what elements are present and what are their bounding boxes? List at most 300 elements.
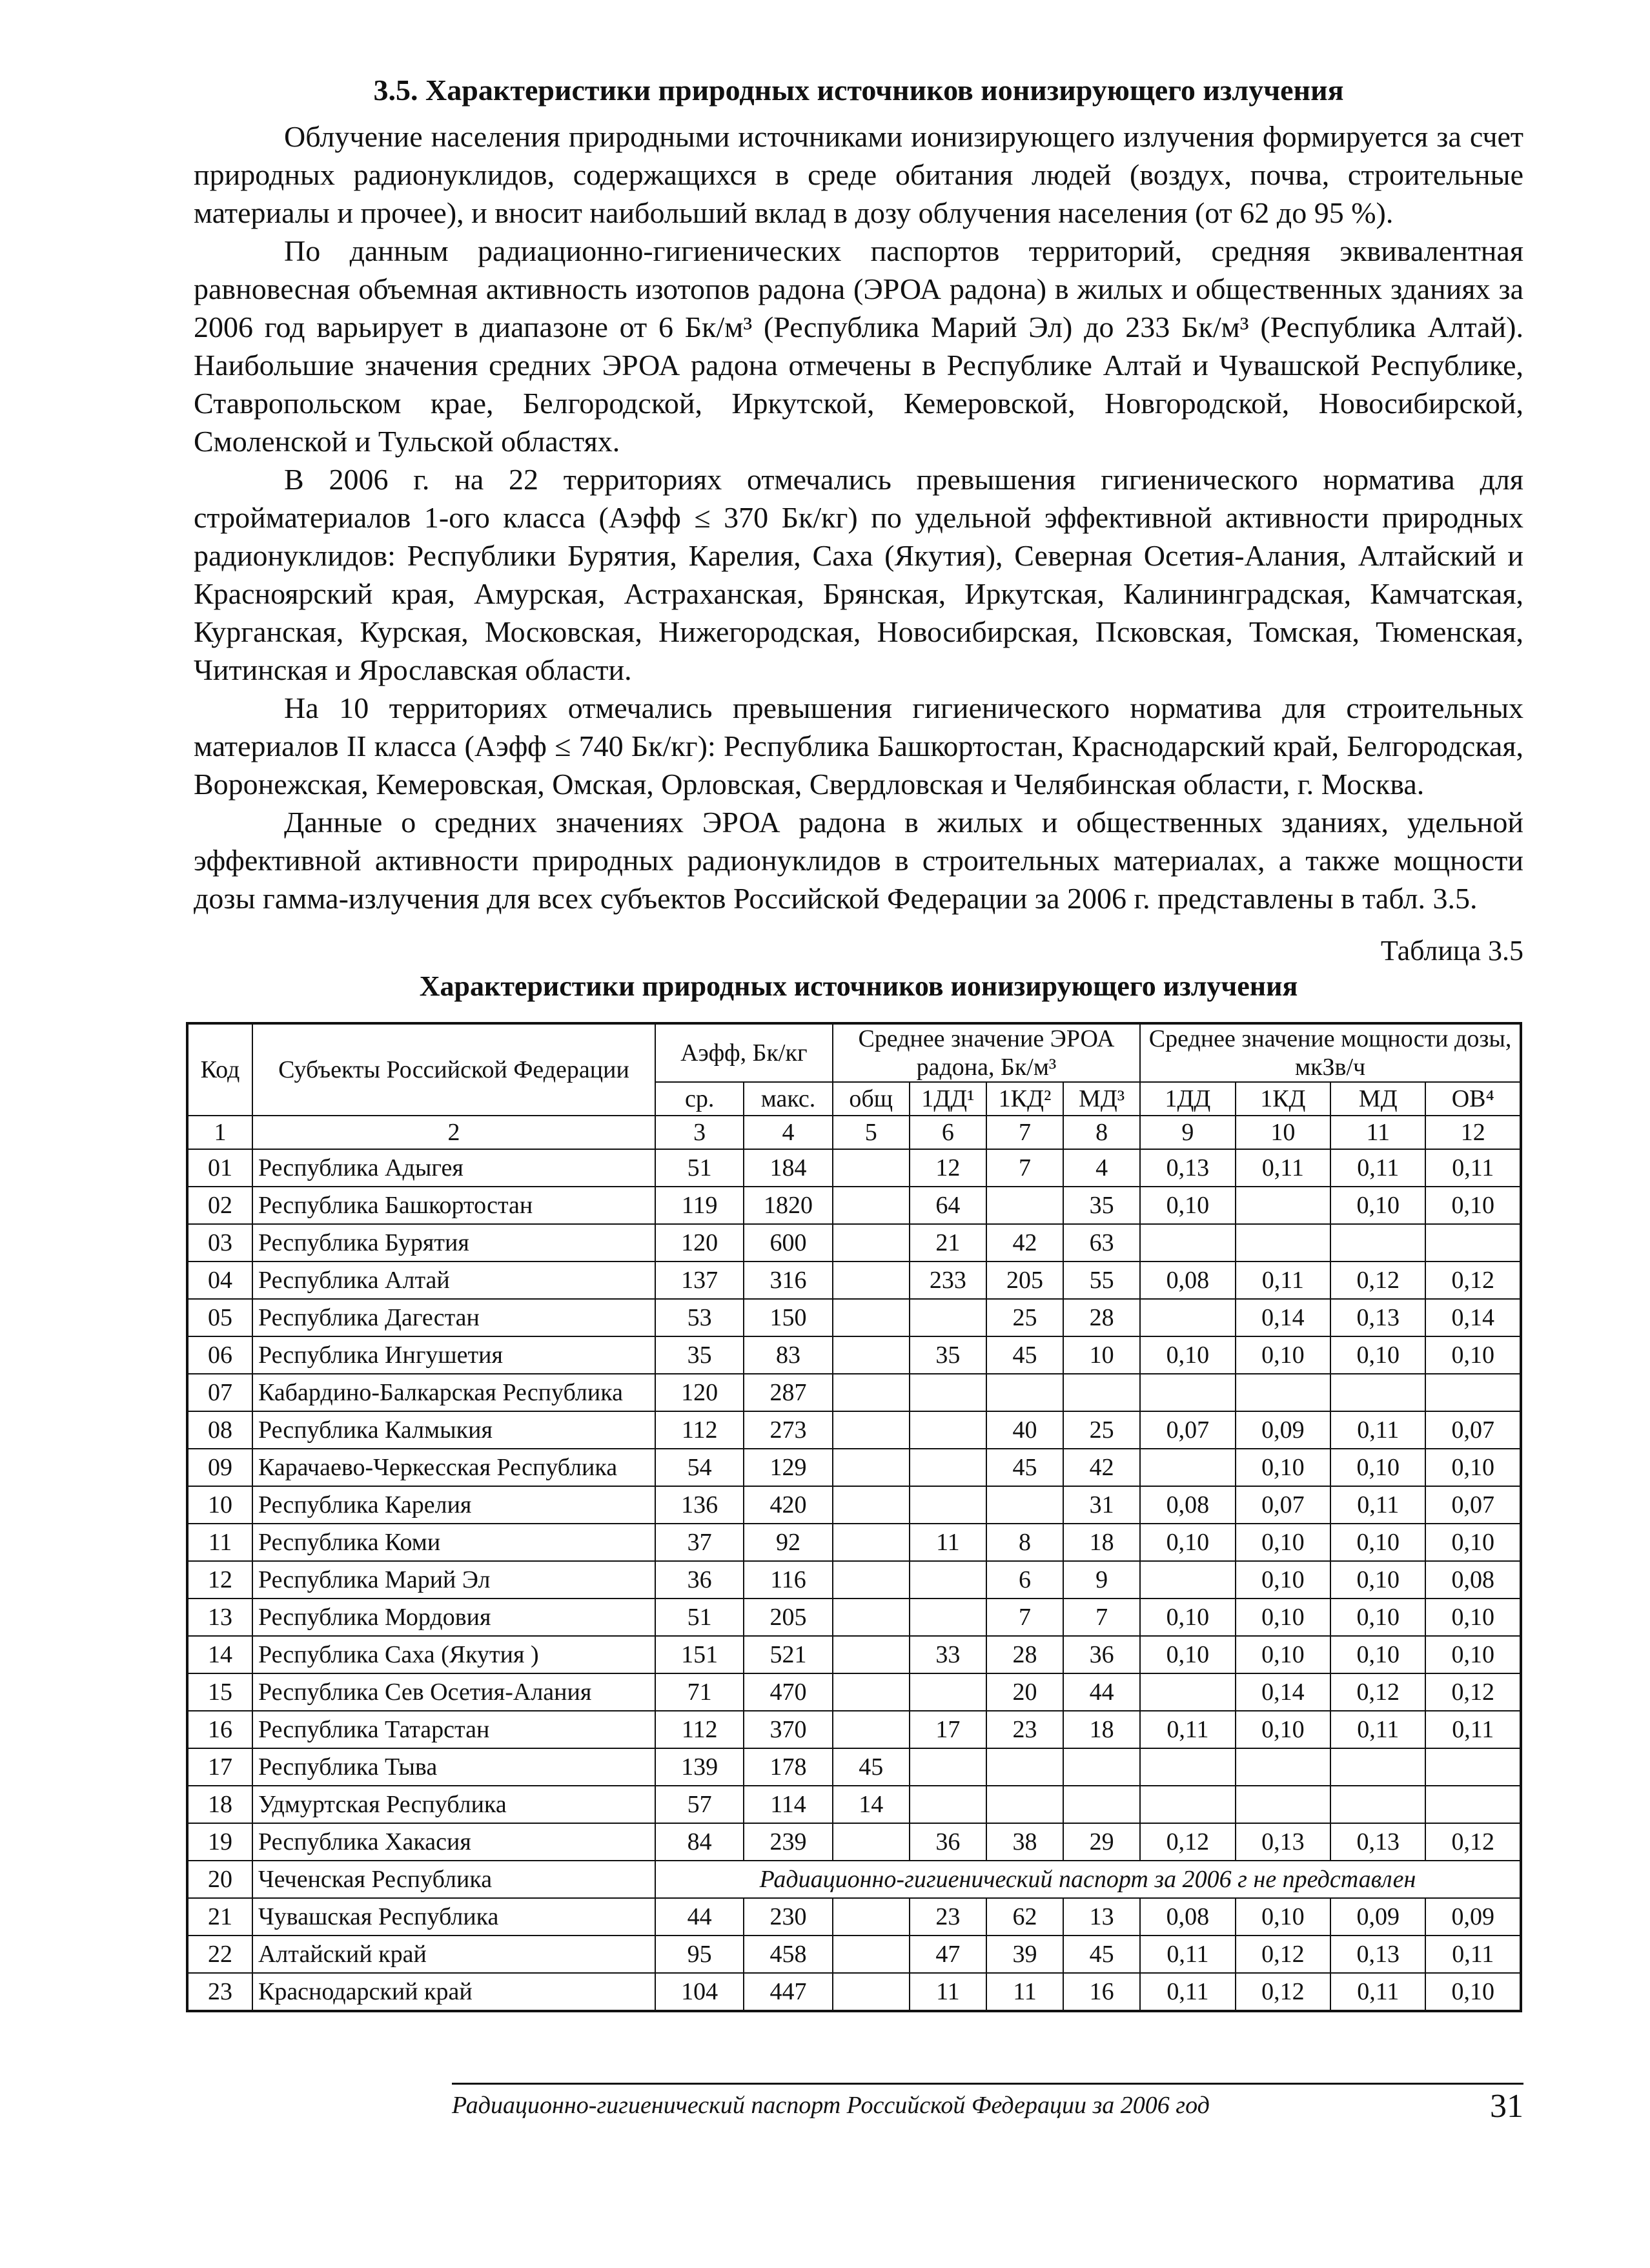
row-value: 120 [655, 1374, 744, 1411]
row-value: 0,10 [1236, 1711, 1330, 1748]
row-value: 0,10 [1140, 1187, 1235, 1224]
paragraph: В 2006 г. на 22 территориях отмечались превышения гигиенического норматива для стройматериалов 1-ого класса (Аэфф ≤ 370 Бк/кг) по удельной эффективной активности природных радионуклидов: Республики Бурятия, Карелия, Саха (Якутия), Северная Осетия-Алания, Алтайский и Красноярский края, Амурская, Астраханская, Брянская, Иркутская, Калининградская, Камчатская, Курганская, Курская, Московская, Нижегородская, Новосибирская, Псковская, Томская, Тюменская, Читинская и Ярославская области. [194, 463, 1523, 686]
row-value: 0,10 [1425, 1336, 1521, 1374]
row-value: 18 [1063, 1711, 1140, 1748]
row-value: 0,09 [1330, 1898, 1425, 1936]
row-value: 0,12 [1330, 1262, 1425, 1299]
table-label: Таблица 3.5 [1380, 935, 1523, 966]
row-value: 0,10 [1330, 1449, 1425, 1486]
row-value: 0,08 [1140, 1898, 1235, 1936]
row-value: 0,13 [1140, 1149, 1235, 1187]
row-code: 21 [187, 1898, 252, 1936]
subheader-cell: МД [1330, 1082, 1425, 1116]
row-value: 0,11 [1425, 1149, 1521, 1187]
row-value: 45 [986, 1449, 1063, 1486]
row-value [833, 1973, 910, 2011]
row-code: 22 [187, 1936, 252, 1973]
subheader-cell: 1ДД [1140, 1082, 1235, 1116]
column-number-cell: 11 [1330, 1116, 1425, 1149]
row-value: 0,12 [1425, 1673, 1521, 1711]
row-value: 0,10 [1425, 1599, 1521, 1636]
row-value: 0,08 [1140, 1486, 1235, 1524]
row-subject: Краснодарский край [252, 1973, 655, 2011]
paragraph: На 10 территориях отмечались превышения гигиенического норматива для строительных материалов II класса (Аэфф ≤ 740 Бк/кг): Республика Башкортостан, Краснодарский край, Белгородская, Воронежская, Кемеровская, Омская, Орловская, Свердловская и Челябинская области, г. Москва. [194, 691, 1523, 801]
table-row [187, 1187, 1521, 1224]
row-value [1425, 1748, 1521, 1786]
row-value [1063, 1748, 1140, 1786]
row-subject: Республика Бурятия [252, 1224, 655, 1262]
row-value [1236, 1224, 1330, 1262]
row-value: 0,11 [1425, 1711, 1521, 1748]
row-value: 0,09 [1425, 1898, 1521, 1936]
subheader-cell: ср. [655, 1082, 744, 1116]
row-value: 0,07 [1425, 1486, 1521, 1524]
row-value: 0,11 [1330, 1973, 1425, 2011]
row-value [1330, 1748, 1425, 1786]
row-value: 38 [986, 1823, 1063, 1861]
row-value [986, 1486, 1063, 1524]
header-row [187, 1023, 1521, 1082]
row-value: 447 [744, 1973, 832, 2011]
row-value: 13 [1063, 1898, 1140, 1936]
row-value: 0,11 [1140, 1711, 1235, 1748]
row-value: 0,10 [1330, 1524, 1425, 1561]
row-value: 0,11 [1140, 1936, 1235, 1973]
radiation-table [186, 1022, 1522, 2012]
row-value: 29 [1063, 1823, 1140, 1861]
row-value: 0,12 [1330, 1673, 1425, 1711]
row-value: 0,11 [1330, 1486, 1425, 1524]
row-value: 45 [833, 1748, 910, 1786]
row-value: 37 [655, 1524, 744, 1561]
row-value: 54 [655, 1449, 744, 1486]
row-value: 18 [1063, 1524, 1140, 1561]
row-code: 08 [187, 1411, 252, 1449]
row-value: 92 [744, 1524, 832, 1561]
row-code: 15 [187, 1673, 252, 1711]
row-value: 136 [655, 1486, 744, 1524]
row-value [986, 1786, 1063, 1823]
row-value: 273 [744, 1411, 832, 1449]
column-number-cell: 5 [833, 1116, 910, 1149]
column-number-cell: 8 [1063, 1116, 1140, 1149]
row-value: 35 [910, 1336, 986, 1374]
row-value [1063, 1786, 1140, 1823]
row-value: 0,11 [1330, 1149, 1425, 1187]
header-aeff: Аэфф, Бк/кг [655, 1023, 833, 1082]
row-value: 0,10 [1140, 1636, 1235, 1673]
row-value [1236, 1187, 1330, 1224]
row-value: 51 [655, 1149, 744, 1187]
row-value: 316 [744, 1262, 832, 1299]
row-value: 23 [986, 1711, 1063, 1748]
row-value: 25 [986, 1299, 1063, 1336]
row-value: 36 [655, 1561, 744, 1599]
row-subject: Чувашская Республика [252, 1898, 655, 1936]
row-value: 83 [744, 1336, 832, 1374]
row-value [910, 1561, 986, 1599]
paragraph: Данные о средних значениях ЭРОА радона в жилых и общественных зданиях, удельной эффективной активности природных радионуклидов в строительных материалах, а также мощности дозы гамма-излучения для всех субъектов Российской Федерации за 2006 г. представлены в табл. 3.5. [194, 806, 1523, 915]
row-value: 137 [655, 1262, 744, 1299]
row-code: 06 [187, 1336, 252, 1374]
row-value: 0,10 [1425, 1636, 1521, 1673]
row-value [833, 1898, 910, 1936]
row-value [1140, 1449, 1235, 1486]
row-value [833, 1636, 910, 1673]
column-number-row [187, 1116, 1521, 1149]
row-value: 0,12 [1140, 1823, 1235, 1861]
row-value: 0,10 [1236, 1561, 1330, 1599]
row-value: 0,14 [1236, 1673, 1330, 1711]
row-value: 95 [655, 1936, 744, 1973]
section-title: 3.5. Характеристики природных источников ионизирующего излучения [373, 74, 1344, 107]
column-number-cell: 6 [910, 1116, 986, 1149]
table-body [187, 1149, 1521, 2011]
row-value [833, 1936, 910, 1973]
row-value: 0,10 [1140, 1336, 1235, 1374]
row-value: 28 [1063, 1299, 1140, 1336]
row-value: 0,10 [1236, 1898, 1330, 1936]
row-value: 28 [986, 1636, 1063, 1673]
row-value: 112 [655, 1711, 744, 1748]
row-value: 7 [986, 1149, 1063, 1187]
row-value: 0,12 [1236, 1973, 1330, 2011]
row-code: 17 [187, 1748, 252, 1786]
row-code: 02 [187, 1187, 252, 1224]
row-value [1236, 1374, 1330, 1411]
row-value: 57 [655, 1786, 744, 1823]
table-row [187, 1374, 1521, 1411]
row-value: 151 [655, 1636, 744, 1673]
row-subject: Республика Калмыкия [252, 1411, 655, 1449]
row-value: 44 [655, 1898, 744, 1936]
row-value: 0,13 [1330, 1936, 1425, 1973]
row-value [833, 1224, 910, 1262]
row-value [833, 1374, 910, 1411]
table-row [187, 1973, 1521, 2011]
row-value: 0,10 [1236, 1336, 1330, 1374]
row-value: 230 [744, 1898, 832, 1936]
row-value: 9 [1063, 1561, 1140, 1599]
row-value [833, 1149, 910, 1187]
row-value: 0,14 [1425, 1299, 1521, 1336]
row-subject: Республика Карелия [252, 1486, 655, 1524]
row-value [1063, 1374, 1140, 1411]
row-value: 521 [744, 1636, 832, 1673]
row-value: 178 [744, 1748, 832, 1786]
row-value: 0,07 [1425, 1411, 1521, 1449]
row-subject: Алтайский край [252, 1936, 655, 1973]
row-value: 0,10 [1236, 1599, 1330, 1636]
row-value [1330, 1786, 1425, 1823]
row-subject: Удмуртская Республика [252, 1786, 655, 1823]
row-code: 12 [187, 1561, 252, 1599]
row-code: 11 [187, 1524, 252, 1561]
row-value: 35 [1063, 1187, 1140, 1224]
row-value: 116 [744, 1561, 832, 1599]
column-number-cell: 4 [744, 1116, 832, 1149]
row-value [833, 1187, 910, 1224]
row-subject: Республика Башкортостан [252, 1187, 655, 1224]
row-value: 0,10 [1330, 1336, 1425, 1374]
row-value [910, 1411, 986, 1449]
column-number-cell: 3 [655, 1116, 744, 1149]
row-code: 05 [187, 1299, 252, 1336]
row-value: 0,10 [1425, 1187, 1521, 1224]
row-value: 600 [744, 1224, 832, 1262]
table-row [187, 1411, 1521, 1449]
row-value: 39 [986, 1936, 1063, 1973]
row-code: 14 [187, 1636, 252, 1673]
row-value: 0,07 [1140, 1411, 1235, 1449]
table-row [187, 1149, 1521, 1187]
row-value: 45 [1063, 1936, 1140, 1973]
table-row [187, 1299, 1521, 1336]
document-page [194, 71, 1523, 2012]
row-value: 233 [910, 1262, 986, 1299]
row-value [833, 1336, 910, 1374]
row-value [833, 1449, 910, 1486]
table-row [187, 1449, 1521, 1486]
row-code: 09 [187, 1449, 252, 1486]
page-number: 31 [1490, 2088, 1523, 2125]
row-value: 0,11 [1330, 1711, 1425, 1748]
row-value [910, 1299, 986, 1336]
table-row [187, 1673, 1521, 1711]
row-value: 0,08 [1140, 1262, 1235, 1299]
row-value: 139 [655, 1748, 744, 1786]
row-value [833, 1486, 910, 1524]
column-number-cell: 9 [1140, 1116, 1235, 1149]
row-code: 03 [187, 1224, 252, 1262]
table-row [187, 1636, 1521, 1673]
subheader-cell: 1ДД¹ [910, 1082, 986, 1116]
row-subject: Республика Марий Эл [252, 1561, 655, 1599]
row-value: 0,10 [1425, 1524, 1521, 1561]
row-value: 7 [1063, 1599, 1140, 1636]
table-row [187, 1224, 1521, 1262]
row-code: 16 [187, 1711, 252, 1748]
row-subject: Карачаево-Черкесская Республика [252, 1449, 655, 1486]
row-value: 42 [986, 1224, 1063, 1262]
table-row [187, 1748, 1521, 1786]
row-value [1236, 1786, 1330, 1823]
row-value: 84 [655, 1823, 744, 1861]
row-value [833, 1673, 910, 1711]
row-value [1140, 1299, 1235, 1336]
column-number-cell: 12 [1425, 1116, 1521, 1149]
row-value: 0,10 [1330, 1599, 1425, 1636]
row-subject: Республика Коми [252, 1524, 655, 1561]
column-number-cell: 7 [986, 1116, 1063, 1149]
row-value: 47 [910, 1936, 986, 1973]
row-subject: Республика Тыва [252, 1748, 655, 1786]
row-subject: Республика Адыгея [252, 1149, 655, 1187]
row-value: 205 [744, 1599, 832, 1636]
row-value [910, 1599, 986, 1636]
row-value: 0,10 [1330, 1636, 1425, 1673]
row-value [986, 1374, 1063, 1411]
table-row [187, 1823, 1521, 1861]
row-value: 0,10 [1330, 1561, 1425, 1599]
row-value: 0,12 [1425, 1262, 1521, 1299]
row-value: 104 [655, 1973, 744, 2011]
row-value: 8 [986, 1524, 1063, 1561]
column-number-cell: 2 [252, 1116, 655, 1149]
row-value: 120 [655, 1224, 744, 1262]
row-value [833, 1299, 910, 1336]
row-subject: Республика Дагестан [252, 1299, 655, 1336]
row-value: 16 [1063, 1973, 1140, 2011]
page-footer [452, 2083, 1523, 2125]
row-code: 19 [187, 1823, 252, 1861]
row-value [833, 1823, 910, 1861]
subheader-cell: ОВ⁴ [1425, 1082, 1521, 1116]
row-value: 0,12 [1425, 1823, 1521, 1861]
row-subject: Республика Мордовия [252, 1599, 655, 1636]
row-value: 11 [910, 1524, 986, 1561]
row-value [833, 1561, 910, 1599]
subheader-cell: 1КД [1236, 1082, 1330, 1116]
row-value: 205 [986, 1262, 1063, 1299]
row-value: 45 [986, 1336, 1063, 1374]
row-value: 6 [986, 1561, 1063, 1599]
row-value [1236, 1748, 1330, 1786]
row-value: 14 [833, 1786, 910, 1823]
row-value [833, 1411, 910, 1449]
header-eroa: Среднее значение ЭРОА радона, Бк/м³ [833, 1023, 1141, 1082]
row-value [1140, 1673, 1235, 1711]
row-value [1140, 1786, 1235, 1823]
row-value: 11 [910, 1973, 986, 2011]
row-value: 0,13 [1330, 1823, 1425, 1861]
row-value: 150 [744, 1299, 832, 1336]
row-value: 36 [1063, 1636, 1140, 1673]
row-value: 21 [910, 1224, 986, 1262]
table-row [187, 1599, 1521, 1636]
row-value [1140, 1374, 1235, 1411]
row-value: 0,10 [1236, 1449, 1330, 1486]
row-value: 11 [986, 1973, 1063, 2011]
column-number-cell: 1 [187, 1116, 252, 1149]
row-value: 7 [986, 1599, 1063, 1636]
subheader-cell: общ [833, 1082, 910, 1116]
row-value [910, 1486, 986, 1524]
header-dose: Среднее значение мощности дозы, мкЗв/ч [1140, 1023, 1521, 1082]
row-value: 0,13 [1330, 1299, 1425, 1336]
row-value: 129 [744, 1449, 832, 1486]
table-title: Характеристики природных источников ионизирующего излучения [419, 970, 1298, 1002]
row-value: 0,14 [1236, 1299, 1330, 1336]
row-value: 20 [986, 1673, 1063, 1711]
row-code: 18 [187, 1786, 252, 1823]
row-value: 63 [1063, 1224, 1140, 1262]
row-value: 35 [655, 1336, 744, 1374]
row-value [1140, 1748, 1235, 1786]
row-value [1425, 1374, 1521, 1411]
row-value [833, 1599, 910, 1636]
row-value: 0,10 [1425, 1449, 1521, 1486]
row-value: 1820 [744, 1187, 832, 1224]
row-value: 36 [910, 1823, 986, 1861]
paragraph: По данным радиационно-гигиенических паспортов территорий, средняя эквивалентная равновесная объемная активность изотопов радона (ЭРОА радона) в жилых и общественных зданиях за 2006 год варьирует в диапазоне от 6 Бк/м³ (Республика Марий Эл) до 233 Бк/м³ (Республика Алтай). Наибольшие значения средних ЭРОА радона отмечены в Республике Алтай и Чувашской Республике, Ставропольском крае, Белгородской, Иркутской, Кемеровской, Новгородской, Новосибирской, Смоленской и Тульской областях. [194, 234, 1523, 458]
table-row [187, 1898, 1521, 1936]
row-subject: Республика Саха (Якутия ) [252, 1636, 655, 1673]
table-row [187, 1336, 1521, 1374]
row-value: 0,10 [1425, 1973, 1521, 2011]
row-value: 0,08 [1425, 1561, 1521, 1599]
subheader-cell: макс. [744, 1082, 832, 1116]
row-value: 40 [986, 1411, 1063, 1449]
row-value [910, 1748, 986, 1786]
row-value [833, 1711, 910, 1748]
row-value [986, 1187, 1063, 1224]
row-value: 0,09 [1236, 1411, 1330, 1449]
row-value: 55 [1063, 1262, 1140, 1299]
row-subject: Кабардино-Балкарская Республика [252, 1374, 655, 1411]
row-value [1140, 1224, 1235, 1262]
row-value: 0,11 [1140, 1973, 1235, 2011]
table-row [187, 1486, 1521, 1524]
table-row [187, 1262, 1521, 1299]
row-value: 119 [655, 1187, 744, 1224]
row-code: 23 [187, 1973, 252, 2011]
row-value: 42 [1063, 1449, 1140, 1486]
row-value [833, 1524, 910, 1561]
row-value: 0,12 [1236, 1936, 1330, 1973]
subheader-cell: 1КД² [986, 1082, 1063, 1116]
row-value [910, 1449, 986, 1486]
row-value: 25 [1063, 1411, 1140, 1449]
row-subject: Республика Ингушетия [252, 1336, 655, 1374]
row-value [910, 1673, 986, 1711]
row-value [833, 1262, 910, 1299]
row-value: 287 [744, 1374, 832, 1411]
row-value: 31 [1063, 1486, 1140, 1524]
row-note: Радиационно-гигиенический паспорт за 2006 г не представлен [655, 1861, 1521, 1898]
row-value [1425, 1786, 1521, 1823]
row-value: 0,10 [1140, 1524, 1235, 1561]
row-value: 12 [910, 1149, 986, 1187]
row-value: 4 [1063, 1149, 1140, 1187]
row-value: 184 [744, 1149, 832, 1187]
table-row [187, 1711, 1521, 1748]
row-value: 0,10 [1236, 1636, 1330, 1673]
row-value [1140, 1561, 1235, 1599]
row-value: 0,11 [1236, 1149, 1330, 1187]
row-code: 13 [187, 1599, 252, 1636]
header-code: Код [187, 1023, 252, 1116]
row-code: 10 [187, 1486, 252, 1524]
row-value [986, 1748, 1063, 1786]
row-value: 114 [744, 1786, 832, 1823]
row-code: 01 [187, 1149, 252, 1187]
row-value: 0,10 [1236, 1524, 1330, 1561]
row-value [910, 1374, 986, 1411]
subheader-cell: МД³ [1063, 1082, 1140, 1116]
row-value [1330, 1224, 1425, 1262]
row-value: 458 [744, 1936, 832, 1973]
row-value: 51 [655, 1599, 744, 1636]
table-row [187, 1561, 1521, 1599]
row-value: 44 [1063, 1673, 1140, 1711]
row-value [1425, 1224, 1521, 1262]
row-value: 64 [910, 1187, 986, 1224]
row-value: 239 [744, 1823, 832, 1861]
table-row [187, 1936, 1521, 1973]
row-value: 112 [655, 1411, 744, 1449]
row-value: 53 [655, 1299, 744, 1336]
